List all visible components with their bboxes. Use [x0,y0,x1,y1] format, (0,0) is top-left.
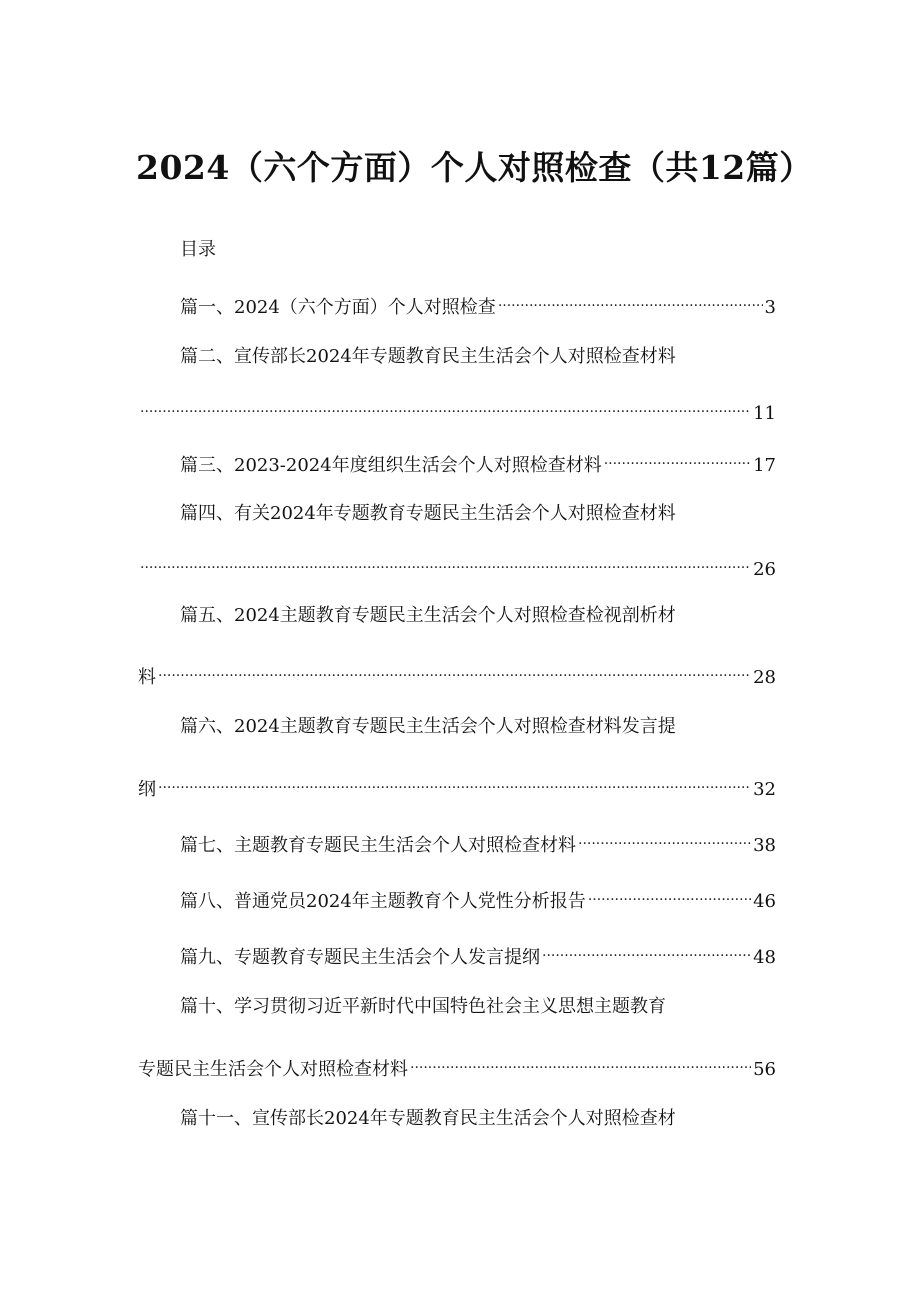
toc-entry-10[interactable] [180,995,666,1019]
toc-entry-title: 篇一、2024（六个方面）个人对照检查 [180,297,496,318]
toc-entry-title-cont: 纲 [138,779,156,800]
toc-entry-2[interactable] [180,345,676,369]
dot-leader [158,771,751,795]
toc-entry-title-cont: 专题民主生活会个人对照检查材料 [138,1059,408,1080]
toc-entry-page: 48 [753,947,776,968]
toc-entry-4-leader[interactable] [138,551,776,582]
toc-entry-3[interactable] [180,447,776,478]
dot-leader [578,827,751,851]
toc-entry-title: 篇十、学习贯彻习近平新时代中国特色社会主义思想主题教育 [180,996,666,1017]
toc-entry-title-cont: 料 [138,667,156,688]
toc-heading: 目录 [180,239,216,260]
toc-entry-title: 篇十一、宣传部长2024年专题教育民主生活会个人对照检查材 [180,1108,676,1129]
toc-entry-8[interactable] [180,883,776,914]
toc-entry-5-cont[interactable] [138,659,776,690]
toc-entry-page: 32 [753,779,776,800]
dot-leader [542,939,751,963]
toc-entry-title: 篇三、2023-2024年度组织生活会个人对照检查材料 [180,455,602,476]
toc-entry-1[interactable] [180,289,776,320]
toc-entry-title: 篇七、主题教育专题民主生活会个人对照检查材料 [180,835,576,856]
dot-leader [140,395,751,419]
toc-entry-page: 46 [753,891,776,912]
dot-leader [588,883,751,907]
toc-entry-title: 篇八、普通党员2024年主题教育个人党性分析报告 [180,891,586,912]
document-title: 2024（六个方面）个人对照检查（共12篇） [136,148,813,187]
toc-entry-page: 56 [753,1059,776,1080]
toc-entry-title: 篇六、2024主题教育专题民主生活会个人对照检查材料发言提 [180,716,676,737]
dot-leader [140,551,751,575]
toc-entry-title: 篇五、2024主题教育专题民主生活会个人对照检查检视剖析材 [180,605,676,626]
toc-entry-6-cont[interactable] [138,771,776,802]
dot-leader [604,447,751,471]
dot-leader [158,659,751,683]
toc-entry-6[interactable] [180,715,676,739]
toc-entry-page: 17 [753,455,776,476]
toc-entry-5[interactable] [180,604,676,628]
toc-entry-4[interactable] [180,502,676,526]
toc-entry-11[interactable] [180,1107,676,1131]
toc-entry-page: 38 [753,835,776,856]
toc-entry-title: 篇二、宣传部长2024年专题教育民主生活会个人对照检查材料 [180,346,676,367]
toc-entry-page: 28 [753,667,776,688]
toc-entry-title: 篇四、有关2024年专题教育专题民主生活会个人对照检查材料 [180,503,676,524]
dot-leader [498,289,763,313]
toc-entry-page: 3 [764,297,776,318]
dot-leader [410,1051,751,1075]
toc-entry-9[interactable] [180,939,776,970]
toc-entry-page: 26 [753,559,776,580]
toc-entry-title: 篇九、专题教育专题民主生活会个人发言提纲 [180,947,540,968]
toc-entry-2-leader[interactable] [138,395,776,426]
toc-entry-page: 11 [753,403,776,424]
toc-entry-10-cont[interactable] [138,1051,776,1082]
toc-entry-7[interactable] [180,827,776,858]
